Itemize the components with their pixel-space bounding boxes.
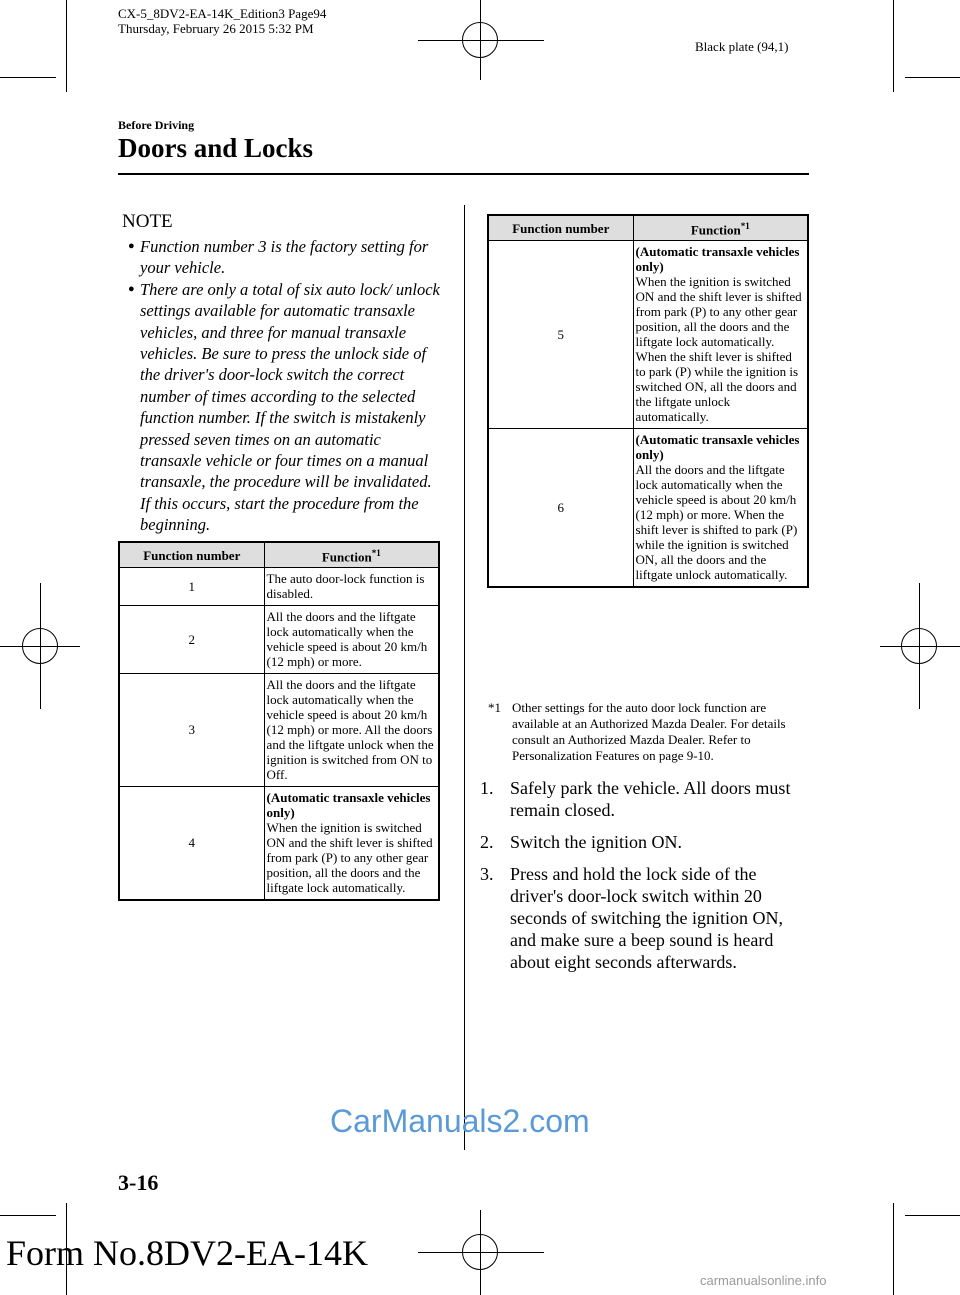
note-list [128,236,440,536]
header-function-number: Function number [119,542,264,568]
table-row [488,429,808,588]
bullet-icon: ● [128,282,135,295]
step-item: 2. Switch the ignition ON. [480,832,682,852]
table-row [119,568,439,606]
print-job-line-2: Thursday, February 26 2015 5:32 PM [118,21,314,36]
function-description: (Automatic transaxle vehicles only) All the doors and the liftgate lock automatically when the vehicle speed is about 20 km/h (12 mph) or more. When the shift lever is shifted to park (P) while the ignition is switched ON, all the doors and the liftgate unlock automatically. [633,429,808,588]
watermark: CarManuals2.com [330,1103,590,1139]
table-row [119,606,439,674]
function-description: The auto door-lock function is disabled. [264,568,439,606]
plate-label: Black plate (94,1) [695,39,789,54]
step-item: 1. Safely park the vehicle. All doors must remain closed. [480,778,791,820]
table-row [119,787,439,901]
procedure-steps [480,777,810,983]
site-watermark: carmanualsonline.info [700,1273,827,1288]
function-table-part-1 [118,541,440,901]
header-function: Function$^{*1}$ [633,215,808,241]
footnote-mark: *1 [488,700,501,715]
table-row [119,674,439,787]
title-rule [118,173,809,175]
note-item: ● There are only a total of six auto lock/ unlock settings available for automatic transaxle vehicles, and three for manual transaxle vehicles. Be sure to press the unlock side of the driver's door-lock switch the correct number of times according to the selected function number. If the switch is mistakenly pressed seven times on an automatic transaxle vehicle or four times on a manual transaxle, the procedure will be invalidated. If this occurs, start the procedure from the beginning. [128,279,440,535]
note-item: ● Function number 3 is the factory setting for your vehicle. [128,237,429,278]
page-number: 3-16 [118,1170,159,1195]
function-description: (Automatic transaxle vehicles only) When the ignition is switched ON and the shift lever is shifted from park (P) to any other gear position, all the doors and the liftgate lock automatically. When the shift lever is shifted to park (P) while the ignition is switched ON, all the doors and the liftgate unlock automatically. [633,241,808,429]
print-job-line-1: CX-5_8DV2-EA-14K_Edition3 Page94 [118,6,327,21]
function-number: 3 [119,674,264,787]
function-table-part-2 [487,214,809,588]
page-title: Doors and Locks [118,133,314,163]
table-footnote [488,700,808,764]
function-description: All the doors and the liftgate lock automatically when the vehicle speed is about 20 km/h (12 mph) or more. [264,606,439,674]
note-heading: NOTE [122,211,173,232]
function-number: 2 [119,606,264,674]
table-header-row [488,215,808,241]
function-number: 5 [488,241,633,429]
function-number: 6 [488,429,633,588]
header-function-number: Function number [488,215,633,241]
function-description: All the doors and the liftgate lock automatically when the vehicle speed is about 20 km/h (12 mph) or more. All the doors and the liftgate unlock when the ignition is switched from ON to Off. [264,674,439,787]
bullet-icon: ● [128,240,135,252]
function-description: (Automatic transaxle vehicles only) When the ignition is switched ON and the shift lever is shifted from park (P) to any other gear position, all the doors and the liftgate lock automatically. [264,787,439,901]
form-number: Form No.8DV2-EA-14K [6,1233,368,1273]
table-header-row [119,542,439,568]
header-function: Function$^{*1}$ [264,542,439,568]
column-divider [464,205,465,1150]
function-number: 1 [119,568,264,606]
footnote-text: Other settings for the auto door lock function are available at an Authorized Mazda Dealer. For details consult an Authorized Mazda Dealer. Refer to Personalization Features on page 9-10. [512,700,786,763]
step-item: 3. Press and hold the lock side of the driver's door-lock switch within 20 seconds of switching the ignition ON, and make sure a beep sound is heard about eight seconds afterwards. [480,864,783,972]
section-label: Before Driving [118,118,195,132]
function-number: 4 [119,787,264,901]
table-row [488,241,808,429]
